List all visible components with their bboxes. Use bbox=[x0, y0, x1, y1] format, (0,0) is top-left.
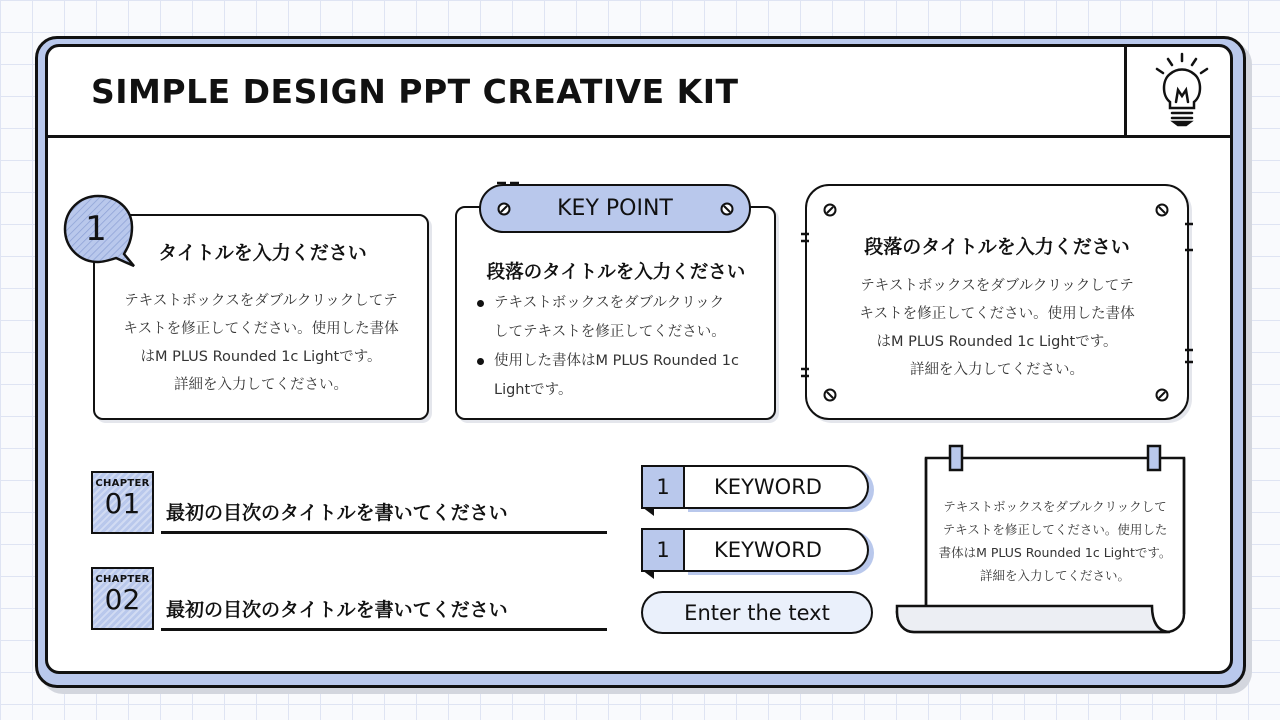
note-line: テキストボックスをダブルクリックして bbox=[943, 499, 1167, 514]
card1-title: タイトルを入力ください bbox=[158, 242, 367, 264]
bullet-line: Lightです。 bbox=[494, 382, 573, 398]
card3-body bbox=[828, 272, 1166, 384]
chapter-badge bbox=[91, 471, 154, 534]
screw-icon bbox=[1155, 203, 1169, 217]
chapter-title: 最初の目次のタイトルを書いてください bbox=[166, 502, 508, 524]
scroll-note-body bbox=[930, 495, 1180, 587]
edge-tick-decoration bbox=[801, 232, 811, 382]
header-icon-divider bbox=[1124, 44, 1127, 138]
badge-number: 1 bbox=[85, 209, 107, 249]
card3-title: 段落のタイトルを入力ください bbox=[864, 236, 1130, 258]
chapter-number: 02 bbox=[104, 583, 141, 616]
keyword-number: 1 bbox=[641, 465, 685, 509]
keyword-number: 1 bbox=[641, 528, 685, 572]
screw-icon bbox=[823, 388, 837, 402]
number-badge bbox=[62, 192, 138, 268]
key-point-label: KEY POINT bbox=[557, 196, 673, 221]
screw-icon bbox=[720, 202, 734, 216]
lightbulb-icon bbox=[1150, 52, 1214, 128]
chapter-badge bbox=[91, 567, 154, 630]
card1-line: 詳細を入力してください。 bbox=[174, 377, 348, 393]
chapter-underline bbox=[161, 628, 607, 631]
chapter-label: CHAPTER bbox=[95, 478, 150, 489]
key-point-tab bbox=[479, 184, 751, 233]
note-line: 詳細を入力してください。 bbox=[979, 568, 1130, 583]
bullet-line: テキストボックスをダブルクリック bbox=[494, 295, 725, 311]
card2-bullet-list bbox=[476, 289, 766, 405]
card1-body bbox=[100, 287, 422, 399]
chapter-underline bbox=[161, 531, 607, 534]
note-line: テキストを修正してください。使用した bbox=[942, 522, 1168, 537]
card2-title: 段落のタイトルを入力ください bbox=[486, 262, 746, 283]
card3-line: 詳細を入力してください。 bbox=[910, 362, 1084, 378]
bullet-line: してテキストを修正してください。 bbox=[494, 324, 726, 340]
card3-line: はM PLUS Rounded 1c Lightです。 bbox=[876, 334, 1118, 350]
card1-line: テキストボックスをダブルクリックしてテ bbox=[124, 293, 398, 309]
keyword-ribbon bbox=[641, 528, 871, 572]
keyword-label: KEYWORD bbox=[683, 465, 869, 509]
screw-icon bbox=[497, 202, 511, 216]
screw-icon bbox=[1155, 388, 1169, 402]
page-title: SIMPLE DESIGN PPT CREATIVE KIT bbox=[91, 72, 739, 111]
bullet-item bbox=[476, 347, 766, 405]
pill-label: Enter the text bbox=[684, 600, 830, 625]
keyword-ribbon bbox=[641, 465, 871, 509]
screw-icon bbox=[823, 203, 837, 217]
chapter-title: 最初の目次のタイトルを書いてください bbox=[166, 599, 508, 621]
chapter-number: 01 bbox=[104, 487, 141, 520]
card1-line: キストを修正してください。使用した書体 bbox=[123, 321, 399, 337]
header-divider bbox=[45, 135, 1233, 138]
chapter-label: CHAPTER bbox=[95, 574, 150, 585]
edge-tick-decoration bbox=[1183, 222, 1193, 372]
card3-line: テキストボックスをダブルクリックしてテ bbox=[860, 278, 1134, 294]
keyword-label: KEYWORD bbox=[683, 528, 869, 572]
card1-line: はM PLUS Rounded 1c Lightです。 bbox=[140, 349, 382, 365]
bullet-line: 使用した書体はM PLUS Rounded 1c bbox=[494, 353, 739, 369]
enter-text-pill bbox=[641, 591, 873, 634]
note-line: 書体はM PLUS Rounded 1c Lightです。 bbox=[938, 545, 1172, 560]
bullet-item bbox=[476, 289, 766, 347]
card3-line: キストを修正してください。使用した書体 bbox=[859, 306, 1135, 322]
